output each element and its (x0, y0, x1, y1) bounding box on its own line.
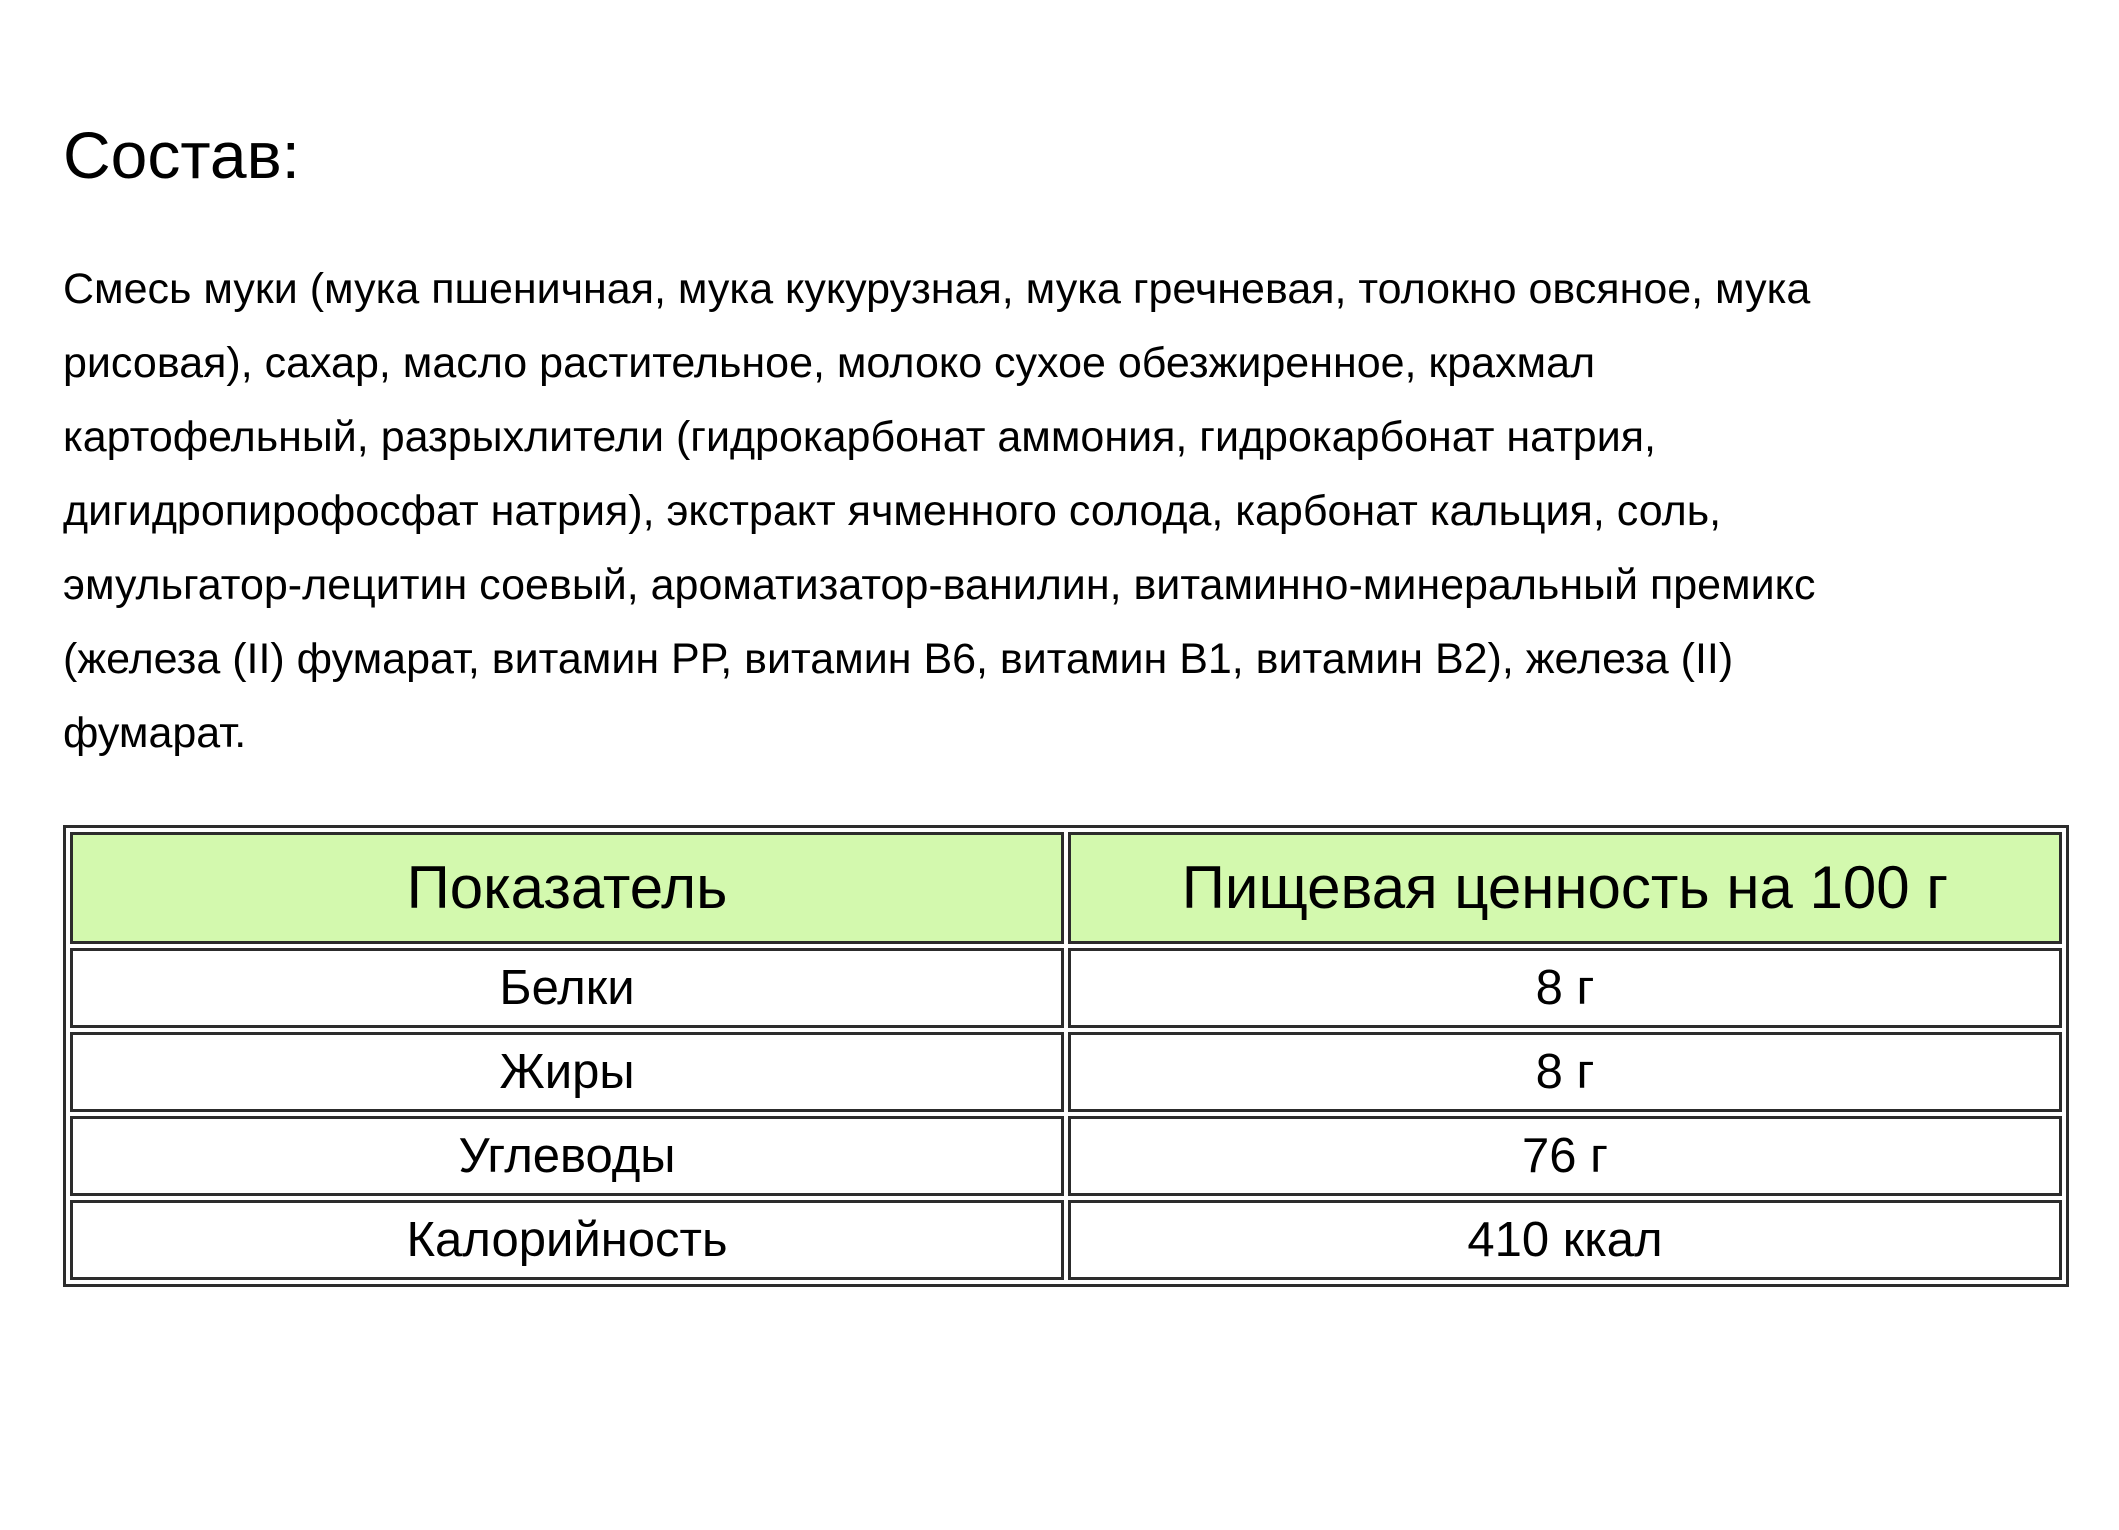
table-row (70, 1032, 2062, 1112)
ingredients-line: эмульгатор-лецитин соевый, ароматизатор-ванилин, витаминно-минеральный премикс (63, 560, 1816, 609)
nutrition-table (63, 825, 2069, 1287)
row-value: 410 ккал (1068, 1200, 2062, 1280)
row-label: Белки (70, 948, 1064, 1028)
ingredients-line: (железа (II) фумарат, витамин РР, витамин В6, витамин В1, витамин В2), железа (II) (63, 634, 1734, 683)
table-row (70, 948, 2062, 1028)
page-title: Состав: (63, 118, 300, 192)
ingredients-line: Смесь муки (мука пшеничная, мука кукурузная, мука гречневая, толокно овсяное, мука (63, 264, 1811, 313)
ingredients-paragraph (63, 252, 2066, 770)
ingredients-line: картофельный, разрыхлители (гидрокарбонат аммония, гидрокарбонат натрия, (63, 412, 1656, 461)
nutrition-header-row (70, 832, 2062, 944)
row-value: 76 г (1068, 1116, 2062, 1196)
ingredients-line: фумарат. (63, 708, 247, 757)
row-label: Углеводы (70, 1116, 1064, 1196)
header-cell-indicator: Показатель (70, 832, 1064, 944)
ingredients-line: рисовая), сахар, масло растительное, молоко сухое обезжиренное, крахмал (63, 338, 1596, 387)
table-row (70, 1200, 2062, 1280)
header-cell-nutrition-value: Пищевая ценность на 100 г (1068, 832, 2062, 944)
row-label: Жиры (70, 1032, 1064, 1112)
row-value: 8 г (1068, 1032, 2062, 1112)
ingredients-line: дигидропирофосфат натрия), экстракт ячменного солода, карбонат кальция, соль, (63, 486, 1722, 535)
table-row (70, 1116, 2062, 1196)
row-label: Калорийность (70, 1200, 1064, 1280)
row-value: 8 г (1068, 948, 2062, 1028)
